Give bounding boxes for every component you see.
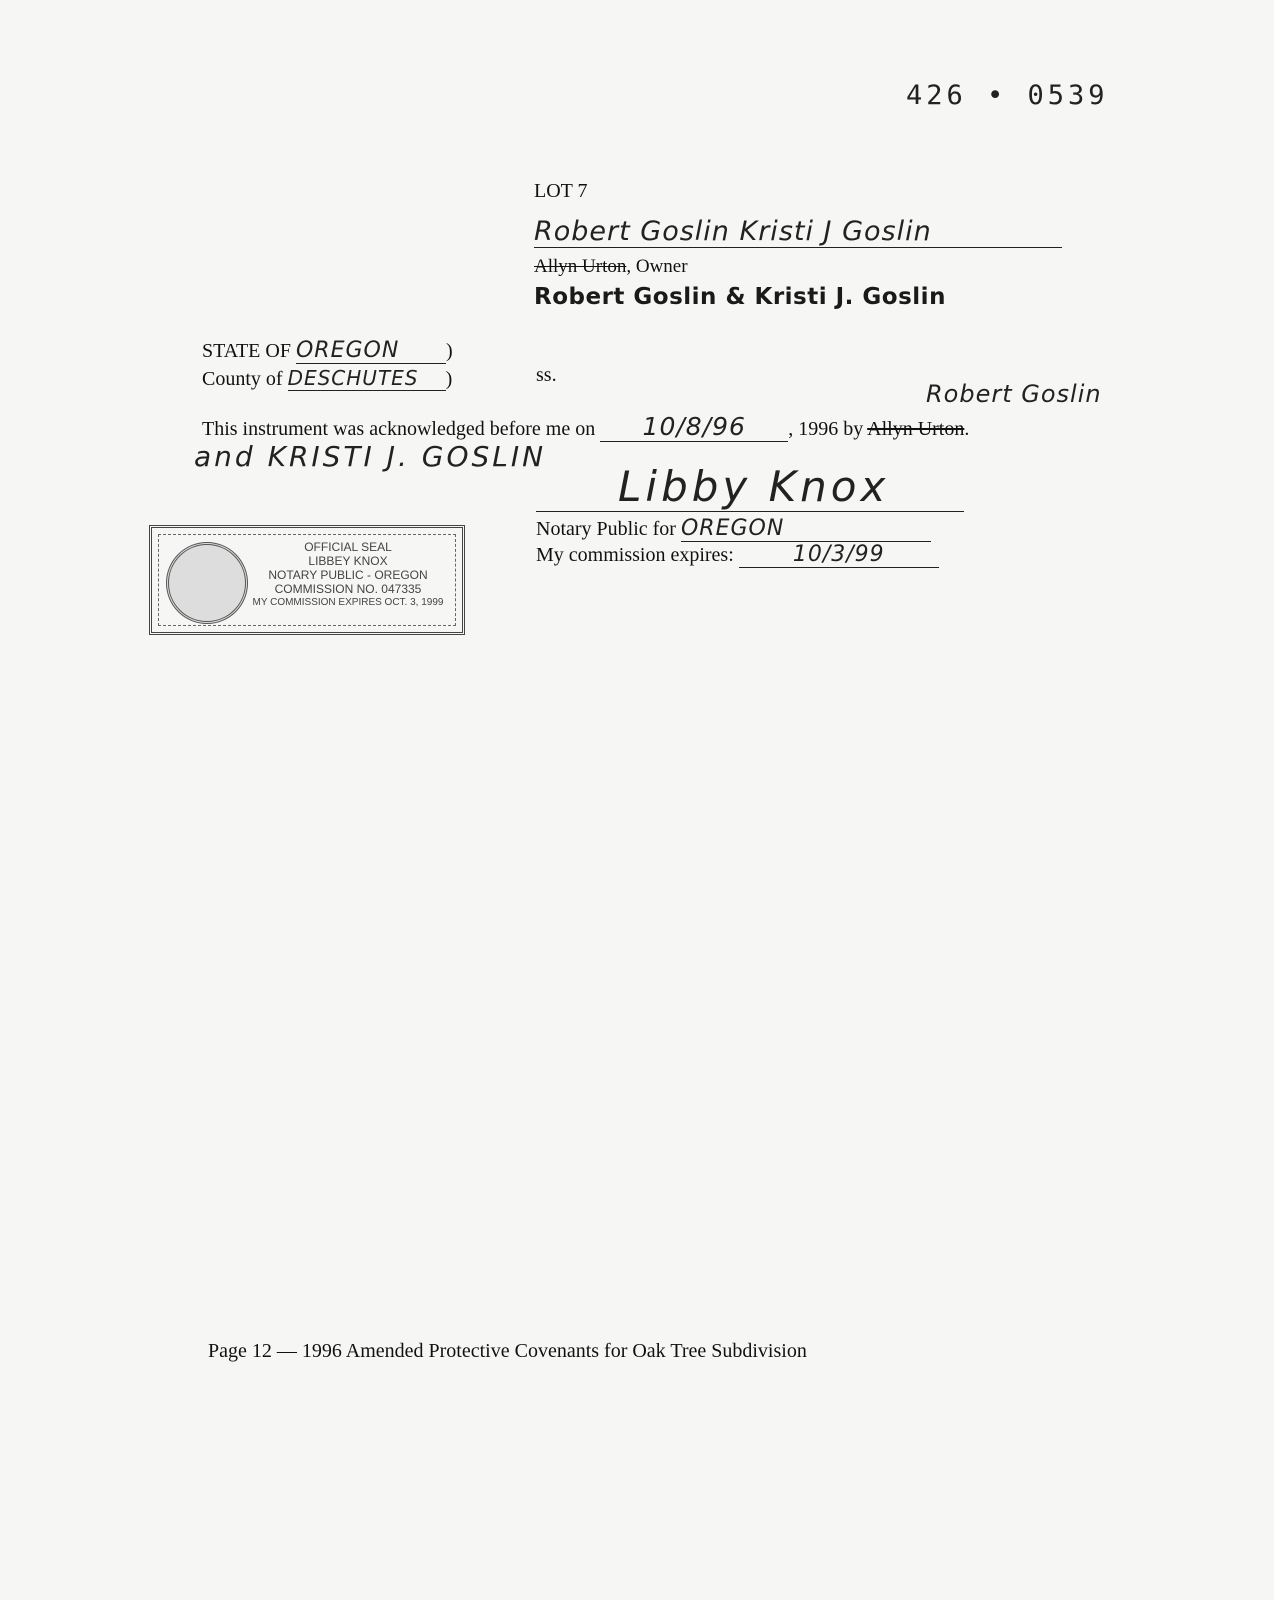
seal-line-1: OFFICIAL SEAL	[304, 540, 392, 554]
ack-year-by: , 1996 by	[788, 418, 864, 440]
owner-label: , Owner	[626, 256, 688, 277]
commission-label: My commission expires:	[536, 544, 734, 566]
notary-signature: Libby Knox	[618, 462, 890, 511]
seal-emblem-icon	[166, 542, 248, 624]
seal-line-3: NOTARY PUBLIC - OREGON	[268, 568, 428, 582]
acknowledgment-line	[202, 412, 969, 442]
ack-text: This instrument was acknowledged before me on	[202, 418, 596, 440]
ack-period: .	[964, 418, 970, 440]
county-value: DESCHUTES	[288, 366, 446, 391]
ack-handwritten-name2: and KRISTI J. GOSLIN	[194, 440, 547, 473]
state-value: OREGON	[296, 338, 446, 364]
seal-line-2: LIBBEY KNOX	[308, 554, 388, 568]
official-notary-seal	[149, 525, 465, 635]
commission-line	[536, 542, 939, 568]
notary-line	[536, 516, 931, 542]
county-line: County of DESCHUTES )	[202, 366, 453, 390]
ack-handwritten-name1: Robert Goslin	[926, 380, 1102, 408]
owner-line	[534, 256, 688, 278]
seal-line-5: MY COMMISSION EXPIRES OCT. 3, 1999	[252, 597, 444, 608]
state-label: STATE OF	[202, 340, 291, 362]
owner-signature: Robert Goslin Kristi J Goslin	[534, 216, 1062, 248]
seal-line-4: COMMISSION NO. 047335	[274, 582, 422, 596]
ack-struck-name: Allyn Urton	[867, 418, 965, 440]
notary-label: Notary Public for	[536, 518, 676, 540]
county-label: County of	[202, 368, 283, 390]
notary-state: OREGON	[681, 516, 931, 542]
lot-label: LOT 7	[534, 180, 588, 202]
ack-date: 10/8/96	[600, 412, 788, 442]
commission-date: 10/3/99	[739, 542, 939, 568]
owner-struck-name: Allyn Urton	[534, 256, 627, 277]
ss-label: ss.	[536, 364, 557, 386]
state-line: STATE OF OREGON )	[202, 338, 453, 363]
seal-text	[248, 540, 448, 610]
signature-line	[536, 511, 964, 512]
owner-printed-name: Robert Goslin & Kristi J. Goslin	[534, 284, 946, 310]
page-footer: Page 12 — 1996 Amended Protective Covenants for Oak Tree Subdivision	[208, 1340, 807, 1362]
document-number: 426 • 0539	[906, 80, 1109, 111]
